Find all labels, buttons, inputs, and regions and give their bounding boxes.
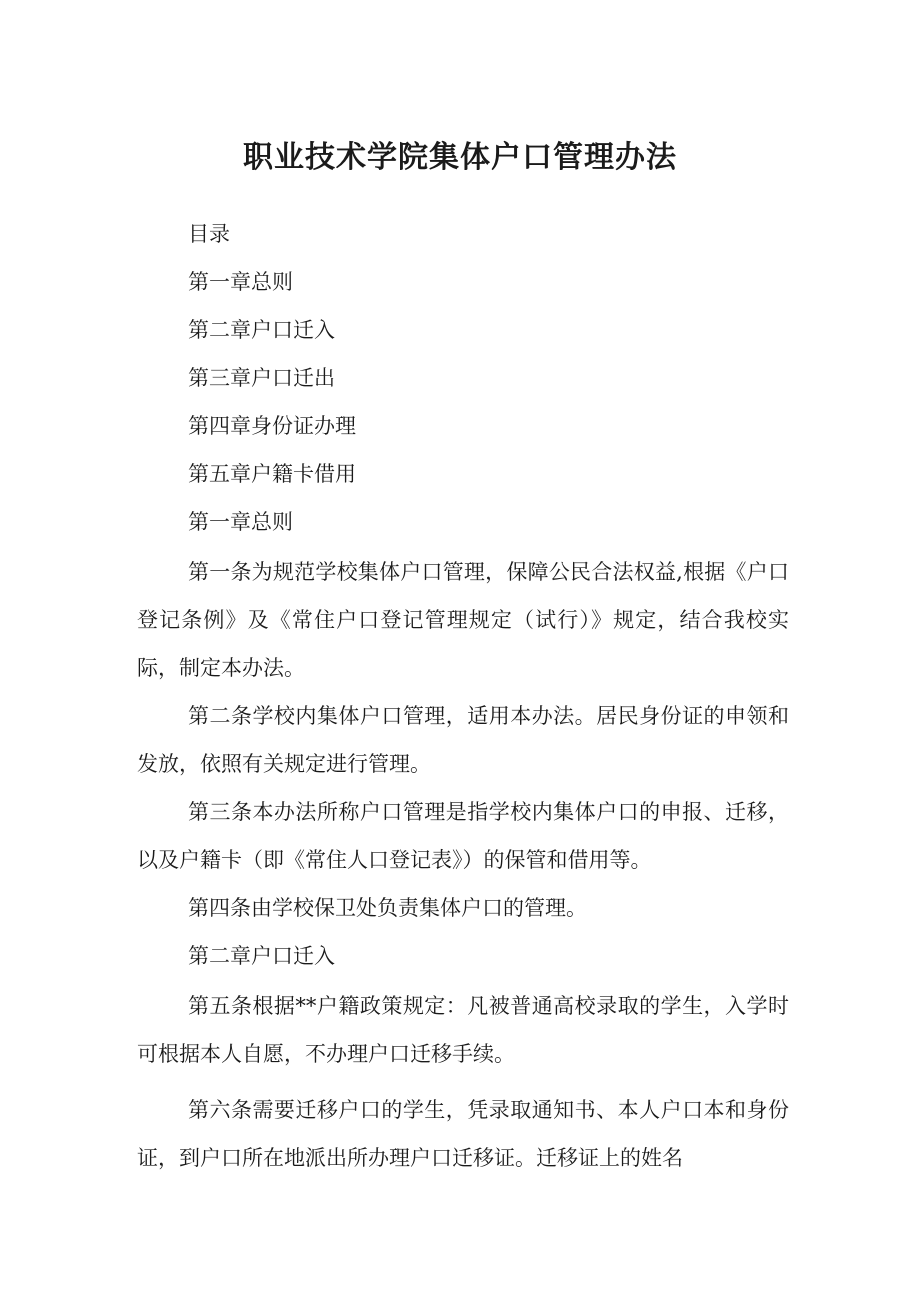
toc-item-chapter-1: 第一章总则 bbox=[188, 270, 293, 294]
toc-item-chapter-4: 第四章身份证办理 bbox=[188, 414, 356, 438]
chapter-2-heading: 第二章户口迁入 bbox=[188, 944, 335, 968]
toc-item-chapter-2: 第二章户口迁入 bbox=[188, 318, 335, 342]
article-5: 第五条根据**户籍政策规定：凡被普通高校录取的学生，入学时可根据本人自愿，不办理户口迁移手续。 bbox=[137, 994, 789, 1066]
toc-heading: 目录 bbox=[188, 222, 230, 246]
chapter-1-heading: 第一章总则 bbox=[188, 510, 293, 534]
article-3: 第三条本办法所称户口管理是指学校内集体户口的申报、迁移，以及户籍卡（即《常住人口登记表》）的保管和借用等。 bbox=[137, 800, 789, 872]
toc-item-chapter-5: 第五章户籍卡借用 bbox=[188, 462, 356, 486]
article-4: 第四条由学校保卫处负责集体户口的管理。 bbox=[188, 896, 587, 920]
article-1: 第一条为规范学校集体户口管理，保障公民合法权益,根据《户口登记条例》及《常住户口登记管理规定（试行）》规定，结合我校实际，制定本办法。 bbox=[137, 560, 789, 680]
document-title: 职业技术学院集体户口管理办法 bbox=[243, 140, 677, 175]
toc-item-chapter-3: 第三章户口迁出 bbox=[188, 366, 335, 390]
article-6: 第六条需要迁移户口的学生，凭录取通知书、本人户口本和身份证，到户口所在地派出所办理户口迁移证。迁移证上的姓名 bbox=[137, 1098, 789, 1170]
article-2: 第二条学校内集体户口管理，适用本办法。居民身份证的申领和发放，依照有关规定进行管理。 bbox=[137, 704, 789, 776]
